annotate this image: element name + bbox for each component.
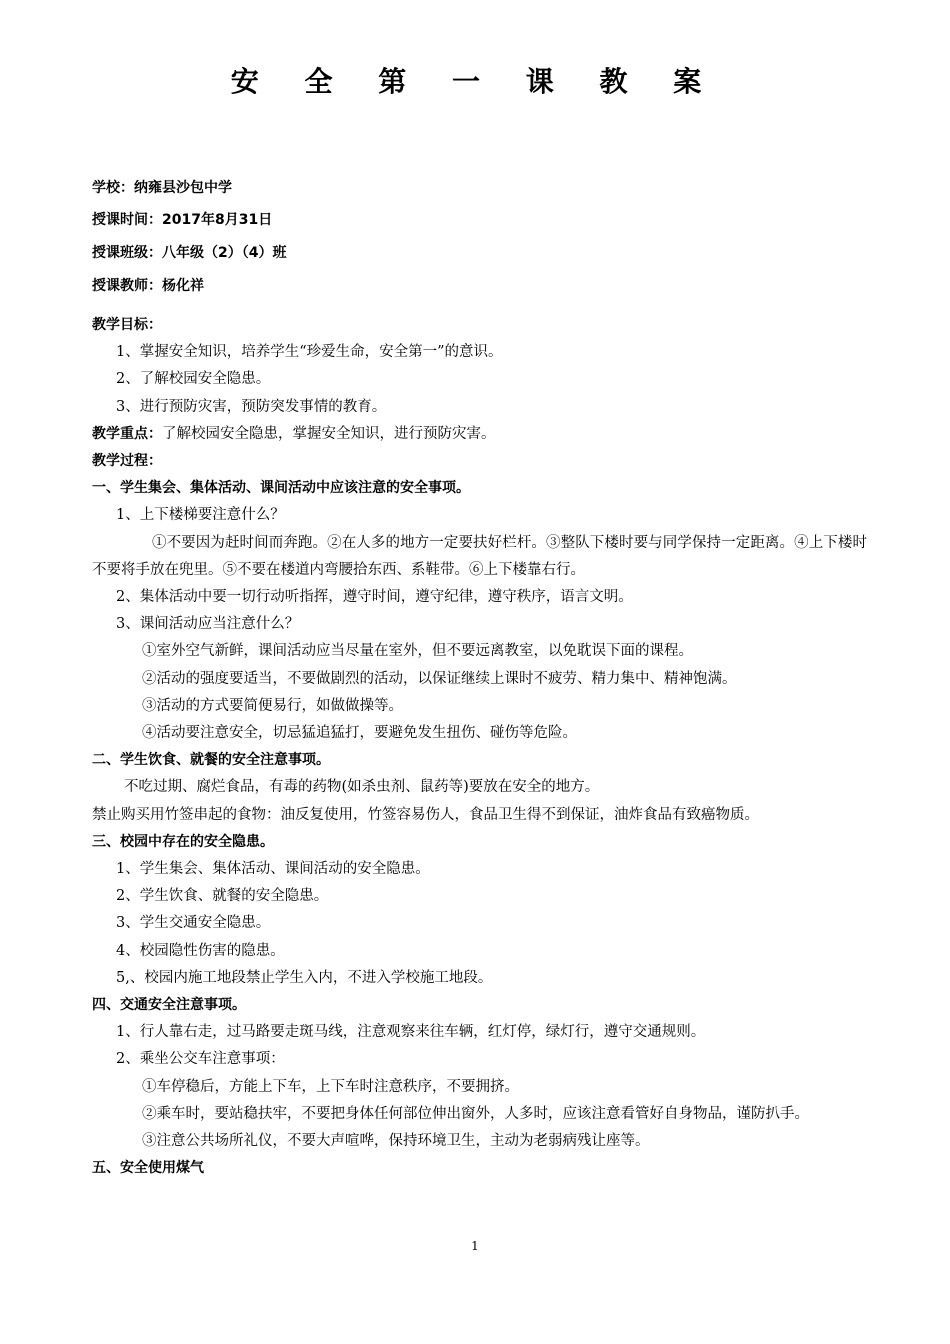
section-1-q1-answer: ①不要因为赶时间而奔跑。②在人多的地方一定要扶好栏杆。③整队下楼时要与同学保持一定距离。④上下楼时不要将手放在兜里。⑤不要在楼道内弯腰拾东西、系鞋带。⑥上下楼靠右行。 — [92, 534, 867, 578]
section-4-subitem: ②乘车时，要站稳扶牢，不要把身体任何部位伸出窗外，人多时，应该注意看管好自身物品，谨防扒手。 — [142, 1105, 809, 1122]
focus-text: 了解校园安全隐患，掌握安全知识，进行预防灾害。 — [162, 425, 496, 442]
section-4-item-2: 2、乘坐公交车注意事项： — [116, 1051, 285, 1068]
section-1-q3: 3、课间活动应当注意什么？ — [116, 616, 300, 633]
goals-heading: 教学目标： — [92, 317, 162, 333]
section-3-item: 1、学生集会、集体活动、课间活动的安全隐患。 — [116, 861, 430, 878]
teacher-line: 授课教师：杨化祥 — [92, 278, 204, 294]
section-1-q3-item: ③活动的方式要简便易行，如做做操等。 — [142, 697, 403, 714]
section-1-q3-item: ①室外空气新鲜，课间活动应当尽量在室外，但不要远离教室，以免耽误下面的课程。 — [142, 643, 693, 660]
focus-line — [92, 421, 867, 448]
section-3-item: 5,、校园内施工地段禁止学生入内，不进入学校施工地段。 — [116, 969, 493, 986]
document-title: 安 全 第 一 课 教 案 — [230, 65, 720, 98]
section-2-paragraph-1: 不吃过期、腐烂食品，有毒的药物(如杀虫剂、鼠药等)要放在安全的地方。 — [124, 779, 600, 796]
section-2-heading: 二、学生饮食、就餐的安全注意事项。 — [92, 752, 330, 769]
section-4-heading: 四、交通安全注意事项。 — [92, 997, 246, 1014]
lesson-body — [92, 312, 867, 1183]
page-number: 1 — [471, 1239, 479, 1253]
section-1-q3-item: ④活动要注意安全，切忌猛追猛打，要避免发生扭伤、碰伤等危险。 — [142, 725, 577, 742]
section-3-item: 2、学生饮食、就餐的安全隐患。 — [116, 888, 329, 905]
process-heading: 教学过程： — [92, 453, 162, 470]
section-5-heading: 五、安全使用煤气 — [92, 1160, 204, 1177]
section-1-q2: 2、集体活动中要一切行动听指挥，遵守时间，遵守纪律，遵守秩序，语言文明。 — [116, 589, 633, 606]
section-4-subitem: ③注意公共场所礼仪，不要大声喧哗，保持环境卫生，主动为老弱病残让座等。 — [142, 1133, 650, 1150]
section-2-paragraph-2: 禁止购买用竹签串起的食物：油反复使用，竹签容易伤人，食品卫生得不到保证，油炸食品有致癌物质。 — [92, 806, 759, 823]
section-1-q3-item: ②活动的强度要适当，不要做剧烈的活动，以保证继续上课时不疲劳、精力集中、精神饱满。 — [142, 670, 737, 687]
goal-item: 1、掌握安全知识，培养学生“珍爱生命，安全第一”的意识。 — [116, 344, 503, 361]
section-3-item: 3、学生交通安全隐患。 — [116, 915, 271, 932]
section-3-item: 4、校园隐性伤害的隐患。 — [116, 942, 285, 959]
section-4-item-1: 1、行人靠右走，过马路要走斑马线，注意观察来往车辆，红灯停，绿灯行，遵守交通规则。 — [116, 1024, 706, 1041]
section-1-heading: 一、学生集会、集体活动、课间活动中应该注意的安全事项。 — [92, 480, 470, 497]
section-1-q1: 1、上下楼梯要注意什么？ — [116, 507, 285, 524]
school-line: 学校：纳雍县沙包中学 — [92, 180, 232, 196]
section-4-subitem: ①车停稳后，方能上下车，上下车时注意秩序，不要拥挤。 — [142, 1078, 519, 1095]
class-line: 授课班级：八年级（2）（4）班 — [92, 245, 287, 261]
focus-label: 教学重点： — [92, 425, 162, 442]
section-3-heading: 三、校园中存在的安全隐患。 — [92, 833, 274, 850]
time-line: 授课时间：2017年8月31日 — [92, 212, 273, 228]
goal-item: 2、了解校园安全隐患。 — [116, 371, 271, 388]
goal-item: 3、进行预防灾害，预防突发事情的教育。 — [116, 398, 387, 415]
